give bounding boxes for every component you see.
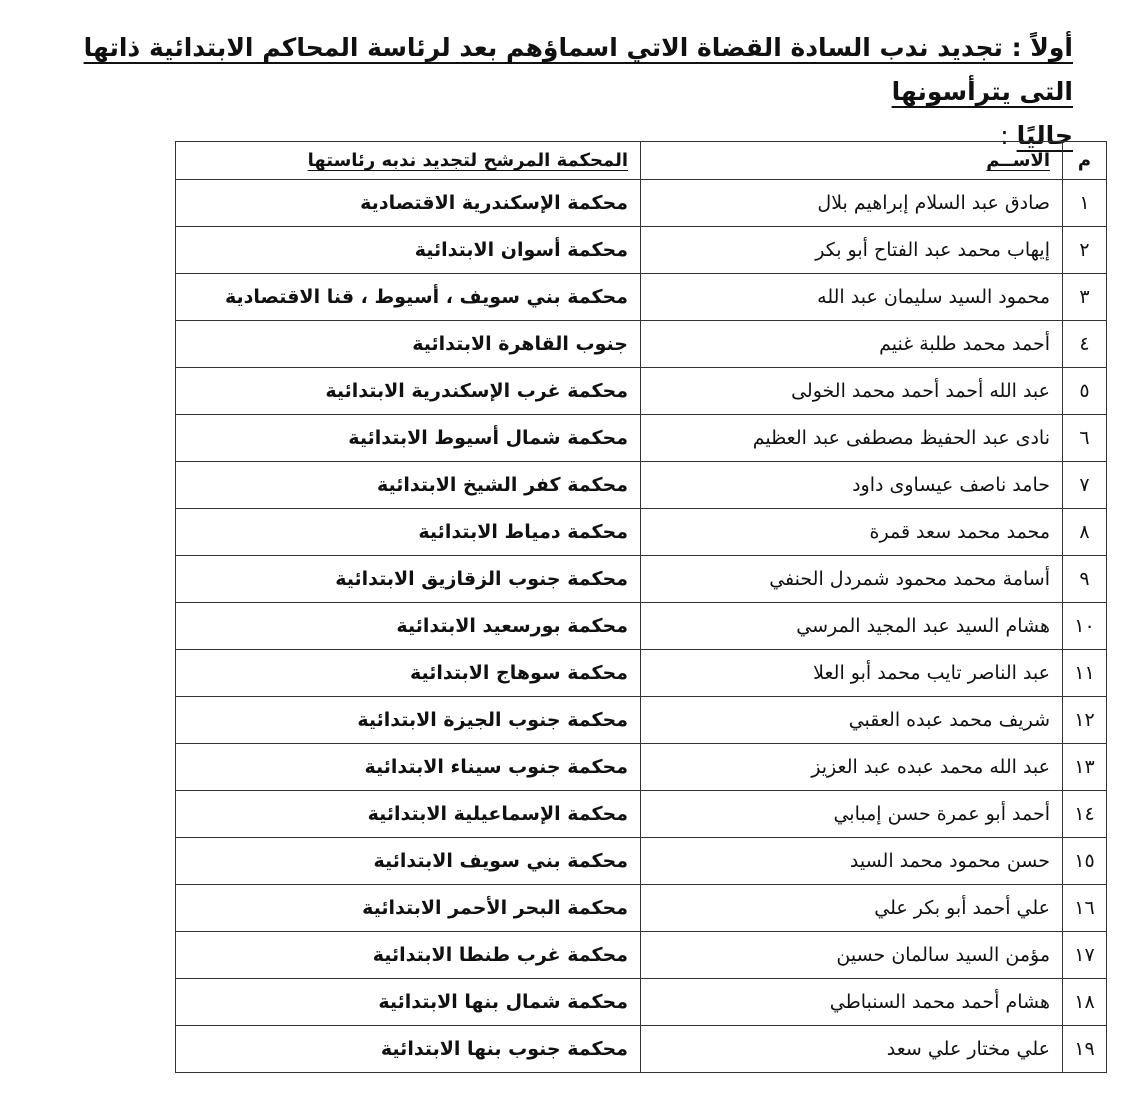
- row-number: ١١: [1063, 650, 1107, 697]
- row-number: ٤: [1063, 321, 1107, 368]
- header-court: [176, 142, 641, 180]
- row-number: ٦: [1063, 415, 1107, 462]
- table-row: [176, 462, 1107, 509]
- table-row: [176, 603, 1107, 650]
- row-number: ٣: [1063, 274, 1107, 321]
- row-number: ٩: [1063, 556, 1107, 603]
- row-number: ١٢: [1063, 697, 1107, 744]
- row-number: ١٩: [1063, 1026, 1107, 1073]
- table-row: [176, 180, 1107, 227]
- nominees-table: [175, 141, 1107, 1073]
- table-body: [176, 180, 1107, 1073]
- court-name: محكمة جنوب سيناء الابتدائية: [176, 744, 641, 791]
- row-number: ١٨: [1063, 979, 1107, 1026]
- court-name: محكمة البحر الأحمر الابتدائية: [176, 885, 641, 932]
- table-row: [176, 227, 1107, 274]
- court-name: محكمة جنوب الجيزة الابتدائية: [176, 697, 641, 744]
- court-name: محكمة غرب الإسكندرية الابتدائية: [176, 368, 641, 415]
- judge-name: مؤمن السيد سالمان حسين: [641, 932, 1063, 979]
- row-number: ١٦: [1063, 885, 1107, 932]
- table-row: [176, 1026, 1107, 1073]
- judge-name: عبد الله أحمد أحمد محمد الخولى: [641, 368, 1063, 415]
- heading-line-1: [23, 26, 1073, 114]
- table-row: [176, 744, 1107, 791]
- table-row: [176, 697, 1107, 744]
- row-number: ١٧: [1063, 932, 1107, 979]
- header-name: [641, 142, 1063, 180]
- row-number: ٢: [1063, 227, 1107, 274]
- court-name: محكمة الإسماعيلية الابتدائية: [176, 791, 641, 838]
- judge-name: هشام السيد عبد المجيد المرسي: [641, 603, 1063, 650]
- table-row: [176, 368, 1107, 415]
- table-row: [176, 838, 1107, 885]
- table-row: [176, 932, 1107, 979]
- court-name: محكمة بني سويف ، أسيوط ، قنا الاقتصادية: [176, 274, 641, 321]
- court-name: محكمة أسوان الابتدائية: [176, 227, 641, 274]
- table-row: [176, 650, 1107, 697]
- heading-continuation: حاليًا: [1016, 121, 1073, 150]
- court-name: محكمة شمال أسيوط الابتدائية: [176, 415, 641, 462]
- row-number: ١٥: [1063, 838, 1107, 885]
- table-row: [176, 885, 1107, 932]
- judge-name: شريف محمد عبده العقبي: [641, 697, 1063, 744]
- judge-name: أسامة محمد محمود شمردل الحنفي: [641, 556, 1063, 603]
- row-number: ٨: [1063, 509, 1107, 556]
- row-number: ١: [1063, 180, 1107, 227]
- court-name: محكمة غرب طنطا الابتدائية: [176, 932, 641, 979]
- judge-name: إيهاب محمد عبد الفتاح أبو بكر: [641, 227, 1063, 274]
- table-row: [176, 321, 1107, 368]
- judge-name: نادى عبد الحفيظ مصطفى عبد العظيم: [641, 415, 1063, 462]
- judge-name: عبد الناصر تايب محمد أبو العلا: [641, 650, 1063, 697]
- court-name: محكمة بورسعيد الابتدائية: [176, 603, 641, 650]
- court-name: محكمة سوهاج الابتدائية: [176, 650, 641, 697]
- court-name: محكمة كفر الشيخ الابتدائية: [176, 462, 641, 509]
- judge-name: أحمد أبو عمرة حسن إمبابي: [641, 791, 1063, 838]
- table-header-row: [176, 142, 1107, 180]
- court-name: محكمة بني سويف الابتدائية: [176, 838, 641, 885]
- judge-name: محمود السيد سليمان عبد الله: [641, 274, 1063, 321]
- court-name: محكمة شمال بنها الابتدائية: [176, 979, 641, 1026]
- table-row: [176, 415, 1107, 462]
- heading-text: أولاً : تجديد ندب السادة القضاة الاتي اسماؤهم بعد لرئاسة المحاكم الابتدائية ذاتها التى يترأسونها: [83, 33, 1073, 106]
- table-row: [176, 274, 1107, 321]
- header-number-label: م: [1077, 150, 1092, 171]
- court-name: محكمة الإسكندرية الاقتصادية: [176, 180, 641, 227]
- judge-name: محمد محمد سعد قمرة: [641, 509, 1063, 556]
- table-row: [176, 509, 1107, 556]
- judge-name: صادق عبد السلام إبراهيم بلال: [641, 180, 1063, 227]
- document-heading: [23, 26, 1073, 158]
- court-name: محكمة جنوب الزقازيق الابتدائية: [176, 556, 641, 603]
- court-name: محكمة دمياط الابتدائية: [176, 509, 641, 556]
- judge-name: حامد ناصف عيساوى داود: [641, 462, 1063, 509]
- header-number: [1063, 142, 1107, 180]
- court-name: جنوب القاهرة الابتدائية: [176, 321, 641, 368]
- row-number: ٧: [1063, 462, 1107, 509]
- judge-name: حسن محمود محمد السيد: [641, 838, 1063, 885]
- judge-name: علي أحمد أبو بكر علي: [641, 885, 1063, 932]
- judge-name: هشام أحمد محمد السنباطي: [641, 979, 1063, 1026]
- row-number: ٥: [1063, 368, 1107, 415]
- table-row: [176, 791, 1107, 838]
- row-number: ١٤: [1063, 791, 1107, 838]
- heading-colon: :: [1000, 121, 1017, 150]
- court-name: محكمة جنوب بنها الابتدائية: [176, 1026, 641, 1073]
- row-number: ١٠: [1063, 603, 1107, 650]
- judge-name: علي مختار علي سعد: [641, 1026, 1063, 1073]
- header-name-label: الاســم: [986, 150, 1050, 171]
- judge-name: أحمد محمد طلبة غنيم: [641, 321, 1063, 368]
- judge-name: عبد الله محمد عبده عبد العزيز: [641, 744, 1063, 791]
- row-number: ١٣: [1063, 744, 1107, 791]
- table-row: [176, 556, 1107, 603]
- table-row: [176, 979, 1107, 1026]
- header-court-label: المحكمة المرشح لتجديد ندبه رئاستها: [307, 150, 628, 171]
